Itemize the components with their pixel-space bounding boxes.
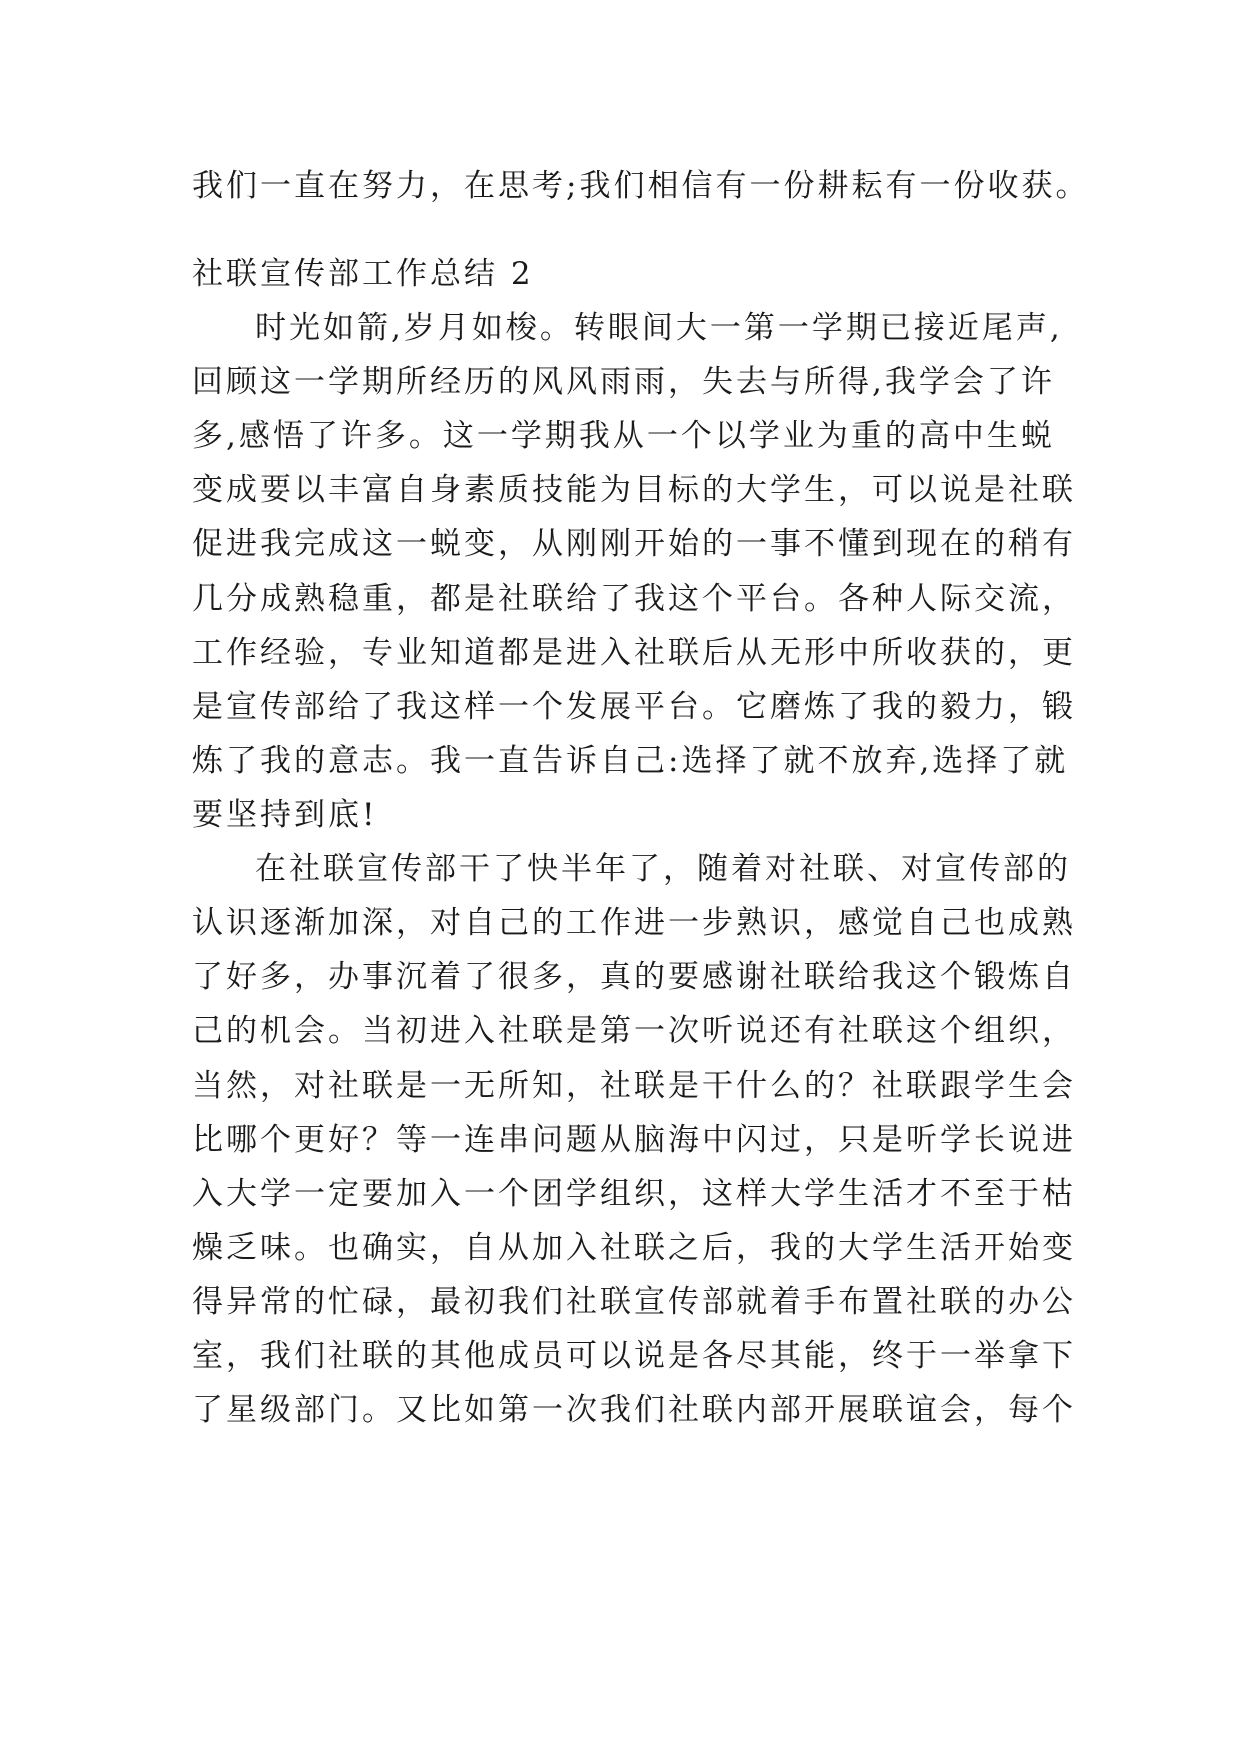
paragraph1-line: 炼了我的意志。我一直告诉自己:选择了就不放弃,选择了就 (192, 743, 1069, 779)
paragraph2-line: 入大学一定要加入一个团学组织，这样大学生活才不至于枯 (192, 1176, 1076, 1212)
paragraph1-line: 促进我完成这一蜕变，从刚刚开始的一事不懂到现在的稍有 (192, 526, 1076, 562)
paragraph2-line: 了星级部门。又比如第一次我们社联内部开展联谊会，每个 (192, 1392, 1076, 1428)
intro-closing-line: 我们一直在努力，在思考;我们相信有一份耕耘有一份收获。 (192, 168, 1090, 204)
paragraph2-line: 当然，对社联是一无所知，社联是干什么的？社联跟学生会 (192, 1068, 1076, 1104)
paragraph2-line: 己的机会。当初进入社联是第一次听说还有社联这个组织， (192, 1013, 1076, 1049)
section-title: 社联宣传部工作总结 2 (192, 256, 534, 292)
paragraph1-line: 时光如箭,岁月如梭。转眼间大一第一学期已接近尾声, (255, 310, 1063, 346)
paragraph2-line: 室，我们社联的其他成员可以说是各尽其能，终于一举拿下 (192, 1338, 1076, 1374)
paragraph1-line: 工作经验，专业知道都是进入社联后从无形中所收获的，更 (192, 635, 1076, 671)
paragraph1-line: 要坚持到底! (192, 797, 378, 833)
paragraph1-line: 是宣传部给了我这样一个发展平台。它磨炼了我的毅力，锻 (192, 689, 1076, 725)
paragraph2-line: 认识逐渐加深，对自己的工作进一步熟识，感觉自己也成熟 (192, 905, 1076, 941)
paragraph2-line: 燥乏味。也确实，自从加入社联之后，我的大学生活开始变 (192, 1230, 1076, 1266)
paragraph2-line: 了好多，办事沉着了很多，真的要感谢社联给我这个锻炼自 (192, 959, 1076, 995)
paragraph1-line: 多,感悟了许多。这一学期我从一个以学业为重的高中生蜕 (192, 418, 1055, 454)
paragraph1-line: 回顾这一学期所经历的风风雨雨，失去与所得,我学会了许 (192, 364, 1055, 400)
paragraph1-line: 几分成熟稳重，都是社联给了我这个平台。各种人际交流， (192, 581, 1076, 617)
paragraph1-line: 变成要以丰富自身素质技能为目标的大学生，可以说是社联 (192, 472, 1076, 508)
paragraph2-line: 得异常的忙碌，最初我们社联宣传部就着手布置社联的办公 (192, 1284, 1076, 1320)
paragraph2-line: 比哪个更好？等一连串问题从脑海中闪过，只是听学长说进 (192, 1122, 1076, 1158)
paragraph2-line: 在社联宣传部干了快半年了，随着对社联、对宣传部的 (255, 851, 1071, 887)
